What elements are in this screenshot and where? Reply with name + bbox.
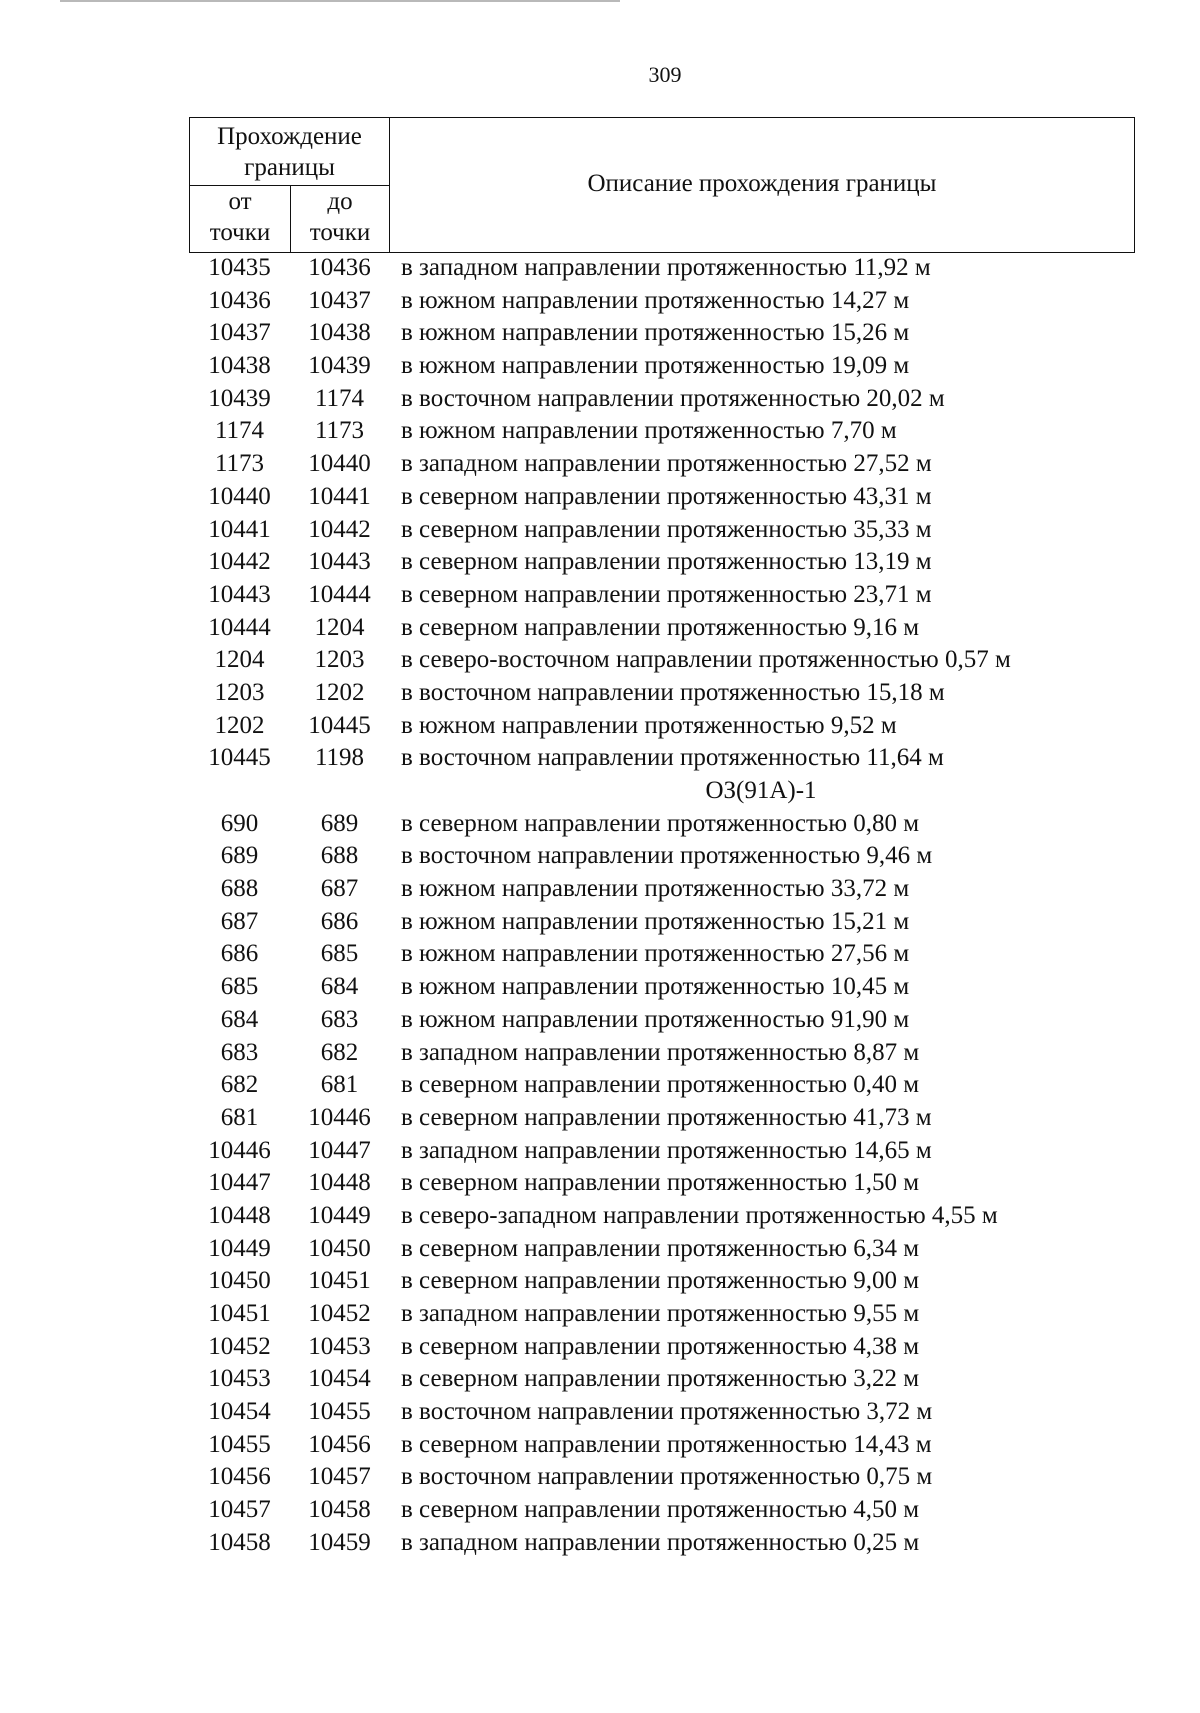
table-row: [189, 906, 1135, 939]
table-row: [189, 1396, 1135, 1429]
description-cell: в северном направлении протяженностью 4,50 м: [401, 1496, 920, 1524]
from-point-cell: 10454: [208, 1398, 271, 1426]
description-cell: в южном направлении протяженностью 10,45 м: [401, 973, 910, 1001]
table-row: [189, 448, 1135, 481]
description-cell: в южном направлении протяженностью 19,09 м: [401, 352, 910, 380]
description-cell: в северном направлении протяженностью 9,00 м: [401, 1267, 920, 1295]
table-row: [189, 1363, 1135, 1396]
from-point-cell: 10449: [208, 1234, 271, 1262]
to-point-cell: 10449: [308, 1201, 371, 1229]
from-point-cell: 681: [220, 1103, 259, 1131]
description-cell: в северо-восточном направлении протяженностью 0,57 м: [401, 646, 1011, 674]
to-point-cell: 10437: [308, 286, 371, 314]
header-from-line1: от: [228, 188, 252, 215]
from-point-cell: 1173: [214, 450, 265, 478]
table-row: [189, 1102, 1135, 1135]
scan-edge-line: [60, 0, 620, 2]
description-cell: в западном направлении протяженностью 0,25 м: [401, 1528, 920, 1556]
to-point-cell: 10441: [308, 482, 371, 510]
from-point-cell: 10456: [208, 1463, 271, 1491]
from-point-cell: 10447: [208, 1169, 271, 1197]
table-row: [189, 1004, 1135, 1037]
header-to-line2: точки: [309, 219, 371, 246]
description-cell: в южном направлении протяженностью 14,27 м: [401, 286, 910, 314]
to-point-cell: 10456: [308, 1430, 371, 1458]
to-point-cell: 689: [320, 809, 359, 837]
to-point-cell: 10459: [308, 1528, 371, 1556]
header-from-point: [190, 186, 291, 252]
table-row: [189, 1135, 1135, 1168]
from-point-cell: 10450: [208, 1267, 271, 1295]
to-point-cell: 10444: [308, 580, 371, 608]
from-point-cell: 686: [220, 940, 259, 968]
from-point-cell: 10444: [208, 613, 271, 641]
section-title: ОЗ(91А)-1: [705, 777, 817, 804]
table-row: [189, 285, 1135, 318]
description-cell: в южном направлении протяженностью 33,72 м: [401, 875, 910, 903]
from-point-cell: 10441: [208, 515, 271, 543]
description-cell: в южном направлении протяженностью 15,26 м: [401, 319, 910, 347]
description-cell: в восточном направлении протяженностью 11,64 м: [401, 744, 944, 772]
table-row: [189, 317, 1135, 350]
from-point-cell: 10438: [208, 352, 271, 380]
table-row: [189, 808, 1135, 841]
from-point-cell: 690: [220, 809, 259, 837]
table-row: [189, 1331, 1135, 1364]
description-cell: в восточном направлении протяженностью 0,75 м: [401, 1463, 933, 1491]
from-point-cell: 10435: [208, 254, 271, 281]
description-cell: в северном направлении протяженностью 1,50 м: [401, 1169, 920, 1197]
table-row: [189, 1265, 1135, 1298]
table-row: [189, 481, 1135, 514]
description-cell: в западном направлении протяженностью 9,55 м: [401, 1300, 920, 1327]
table-row: [189, 677, 1135, 710]
description-cell: в южном направлении протяженностью 9,52 м: [401, 711, 897, 739]
to-point-cell: 1203: [314, 646, 365, 674]
table-header: [189, 117, 1135, 253]
header-boundary-passage-line2: границы: [244, 154, 335, 181]
to-point-cell: 10457: [308, 1463, 371, 1491]
description-cell: в северном направлении протяженностью 3,22 м: [401, 1365, 920, 1393]
from-point-cell: 10453: [208, 1365, 271, 1393]
to-point-cell: 683: [320, 1005, 359, 1033]
table-row: [189, 383, 1135, 416]
to-point-cell: 1202: [314, 678, 365, 706]
to-point-cell: 10453: [308, 1332, 371, 1360]
to-point-cell: 10442: [308, 515, 371, 543]
to-point-cell: 681: [320, 1071, 359, 1099]
table-row: [189, 742, 1135, 775]
to-point-cell: 10443: [308, 548, 371, 576]
table-row: [189, 1233, 1135, 1266]
description-cell: в западном направлении протяженностью 27,52 м: [401, 450, 932, 478]
description-cell: в южном направлении протяженностью 91,90 м: [401, 1005, 910, 1033]
description-cell: в западном направлении протяженностью 11,92 м: [401, 254, 931, 281]
to-point-cell: 684: [320, 973, 359, 1001]
header-boundary-passage: [190, 118, 390, 186]
to-point-cell: 1204: [314, 613, 365, 641]
table-row: [189, 415, 1135, 448]
to-point-cell: 686: [320, 907, 359, 935]
from-point-cell: 10443: [208, 580, 271, 608]
description-cell: в северном направлении протяженностью 13,19 м: [401, 548, 932, 576]
table-row: [189, 938, 1135, 971]
section-row: [189, 775, 1135, 808]
from-point-cell: 689: [220, 842, 259, 870]
table-row: [189, 710, 1135, 743]
description-cell: в северном направлении протяженностью 23,71 м: [401, 580, 932, 608]
description-cell: в северном направлении протяженностью 35,33 м: [401, 515, 932, 543]
description-cell: в восточном направлении протяженностью 15,18 м: [401, 678, 945, 706]
table-row: [189, 1298, 1135, 1331]
description-cell: в южном направлении протяженностью 15,21 м: [401, 907, 910, 935]
from-point-cell: 1203: [214, 678, 265, 706]
table-row: [189, 350, 1135, 383]
to-point-cell: 10452: [308, 1300, 371, 1327]
from-point-cell: 1202: [214, 711, 265, 739]
to-point-cell: 1198: [314, 744, 365, 772]
to-point-cell: 10450: [308, 1234, 371, 1262]
from-point-cell: 10448: [208, 1201, 271, 1229]
from-point-cell: 10451: [208, 1300, 271, 1327]
to-point-cell: 10455: [308, 1398, 371, 1426]
table-row: [189, 1527, 1135, 1560]
description-cell: в северном направлении протяженностью 4,38 м: [401, 1332, 920, 1360]
table-row: [189, 1461, 1135, 1494]
from-point-cell: 10455: [208, 1430, 271, 1458]
table-row: [189, 514, 1135, 547]
description-cell: в северном направлении протяженностью 9,16 м: [401, 613, 920, 641]
table-row: [189, 1429, 1135, 1462]
table-row: [189, 579, 1135, 612]
description-cell: в северном направлении протяженностью 41,73 м: [401, 1103, 932, 1131]
from-point-cell: 10439: [208, 384, 271, 412]
description-cell: в восточном направлении протяженностью 20,02 м: [401, 384, 945, 412]
to-point-cell: 687: [320, 875, 359, 903]
table-row: [189, 612, 1135, 645]
description-cell: в северо-западном направлении протяженностью 4,55 м: [401, 1201, 998, 1229]
to-point-cell: 10436: [308, 254, 371, 281]
from-point-cell: 10446: [208, 1136, 271, 1164]
to-point-cell: 1173: [314, 417, 365, 445]
to-point-cell: 10439: [308, 352, 371, 380]
from-point-cell: 688: [220, 875, 259, 903]
from-point-cell: 687: [220, 907, 259, 935]
from-point-cell: 683: [220, 1038, 259, 1066]
to-point-cell: 10448: [308, 1169, 371, 1197]
to-point-cell: 10440: [308, 450, 371, 478]
from-point-cell: 10440: [208, 482, 271, 510]
from-point-cell: 10445: [208, 744, 271, 772]
from-point-cell: 10442: [208, 548, 271, 576]
to-point-cell: 10454: [308, 1365, 371, 1393]
description-cell: в северном направлении протяженностью 6,34 м: [401, 1234, 920, 1262]
from-point-cell: 10452: [208, 1332, 271, 1360]
from-point-cell: 10437: [208, 319, 271, 347]
from-point-cell: 10458: [208, 1528, 271, 1556]
page-number: 309: [648, 62, 682, 87]
description-cell: в восточном направлении протяженностью 9,46 м: [401, 842, 933, 870]
description-cell: в восточном направлении протяженностью 3,72 м: [401, 1398, 933, 1426]
description-cell: в западном направлении протяженностью 8,87 м: [401, 1038, 920, 1066]
description-cell: в северном направлении протяженностью 14,43 м: [401, 1430, 932, 1458]
table-row: [189, 644, 1135, 677]
table-row: [189, 1167, 1135, 1200]
table-row: [189, 1494, 1135, 1527]
header-from-line2: точки: [209, 219, 271, 246]
to-point-cell: 682: [320, 1038, 359, 1066]
from-point-cell: 1174: [214, 417, 265, 445]
from-point-cell: 10457: [208, 1496, 271, 1524]
table-row: [189, 546, 1135, 579]
table-row: [189, 971, 1135, 1004]
to-point-cell: 688: [320, 842, 359, 870]
from-point-cell: 10436: [208, 286, 271, 314]
table-row: [189, 1037, 1135, 1070]
header-boundary-passage-line1: Прохождение: [217, 123, 362, 150]
to-point-cell: 10458: [308, 1496, 371, 1524]
description-cell: в западном направлении протяженностью 14,65 м: [401, 1136, 932, 1164]
description-cell: в северном направлении протяженностью 43,31 м: [401, 482, 932, 510]
description-cell: в северном направлении протяженностью 0,40 м: [401, 1071, 920, 1099]
to-point-cell: 10447: [308, 1136, 371, 1164]
to-point-cell: 10438: [308, 319, 371, 347]
to-point-cell: 10445: [308, 711, 371, 739]
to-point-cell: 10451: [308, 1267, 371, 1295]
table-body: [189, 252, 1135, 1560]
header-to-line1: до: [327, 188, 353, 215]
from-point-cell: 684: [220, 1005, 259, 1033]
description-cell: в южном направлении протяженностью 7,70 м: [401, 417, 897, 445]
table-row: [189, 840, 1135, 873]
header-description: Описание прохождения границы: [587, 170, 937, 197]
table-row: [189, 1069, 1135, 1102]
to-point-cell: 10446: [308, 1103, 371, 1131]
from-point-cell: 685: [220, 973, 259, 1001]
from-point-cell: 1204: [214, 646, 265, 674]
to-point-cell: 685: [320, 940, 359, 968]
description-cell: в северном направлении протяженностью 0,80 м: [401, 809, 920, 837]
description-cell: в южном направлении протяженностью 27,56 м: [401, 940, 910, 968]
to-point-cell: 1174: [314, 384, 365, 412]
header-to-point: [291, 186, 390, 252]
table-row: [189, 1200, 1135, 1233]
from-point-cell: 682: [220, 1071, 259, 1099]
table-row: [189, 252, 1135, 285]
table-row: [189, 873, 1135, 906]
